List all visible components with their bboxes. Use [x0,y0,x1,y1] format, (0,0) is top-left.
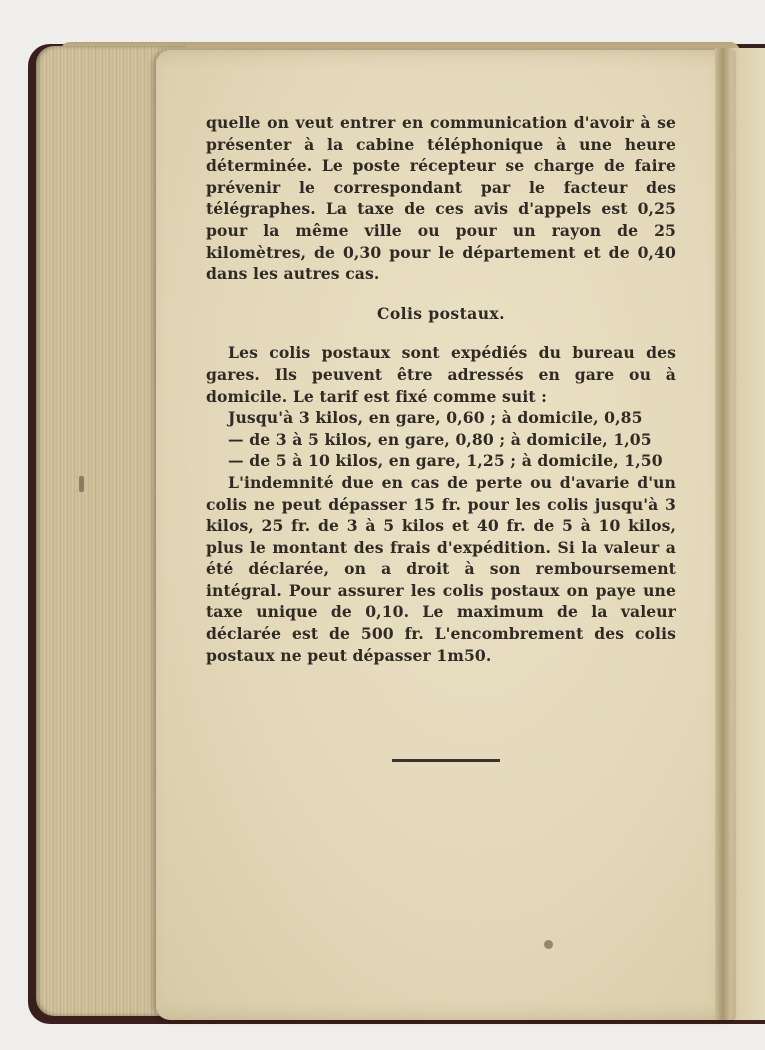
section-title: Colis postaux. [377,303,505,323]
paper-spot [544,940,553,949]
ending-rule [392,759,500,762]
rate-line: — de 5 à 10 kilos, en gare, 1,25 ; à domicile, 1,50 [228,451,663,471]
facing-page [731,48,765,1020]
paragraph-telephone-calls: quelle on veut entrer en communication d'avoir à se présenter à la cabine téléphonique à une heure déterminée. Le poste récepteur se charge de faire prévenir le correspondant par le facteur des télégraphes. La taxe de ces avis d'appels est 0,25 pour la même ville ou pour un rayon de 25 kilomètres, de 0,30 pour le département et de 0,40 dans les autres cas. [206,113,676,284]
page-gutter [715,48,731,1020]
paper-spot [79,476,84,492]
rate-line: — de 3 à 5 kilos, en gare, 0,80 ; à domicile, 1,05 [228,429,652,449]
rate-line: Jusqu'à 3 kilos, en gare, 0,60 ; à domicile, 0,85 [228,408,643,428]
paragraph-parcels-intro: Les colis postaux sont expédiés du bureau des gares. Ils peuvent être adressés en gare ou à domicile. Le tarif est fixé comme suit : [206,343,676,406]
paragraph-indemnity: L'indemnité due en cas de perte ou d'avarie d'un colis ne peut dépasser 15 fr. pour les colis jusqu'à 3 kilos, 25 fr. de 3 à 5 kilos et 40 fr. de 5 à 10 kilos, plus le montant des frais d'expédition. Si la valeur a été déclarée, on a droit à son remboursement intégral. Pour assurer les colis postaux on paye une taxe unique de 0,10. Le maximum de la valeur déclarée est de 500 fr. L'encombrement des colis postaux ne peut dépasser 1m50. [206,472,676,665]
page-text [206,112,676,666]
